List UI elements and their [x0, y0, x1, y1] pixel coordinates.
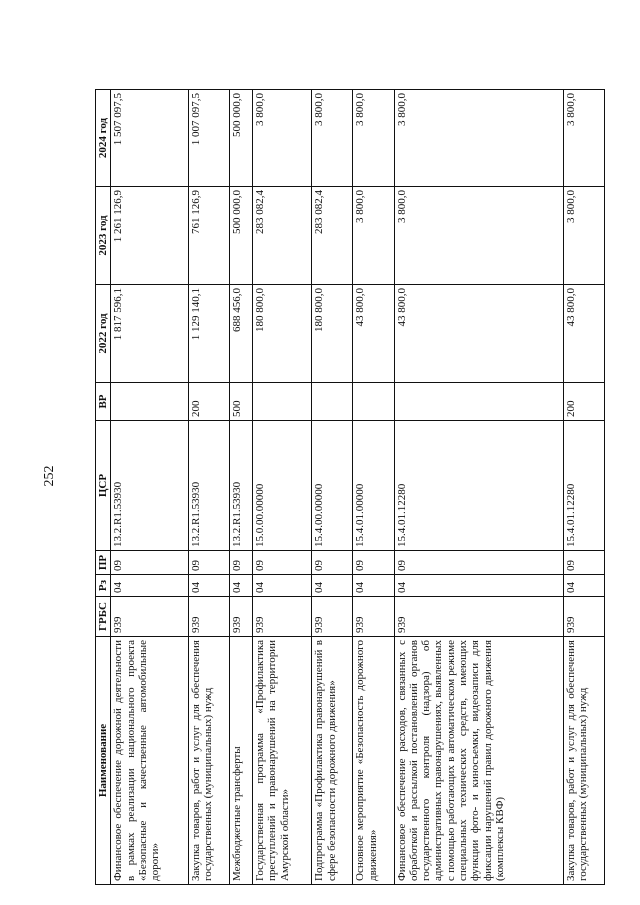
row-name: Государственная программа «Профилактика преступлений и правонарушений на территории Амурской области»	[252, 637, 311, 885]
row-2023: 761 126,9	[189, 187, 230, 285]
row-2022: 43 800,0	[563, 285, 604, 383]
budget-table-container	[95, 90, 605, 885]
row-name: Финансовое обеспечение расходов, связанных с обработкой и рассылкой постановлений органов государственного контроля (надзора) об административных правонарушениях, выявленных с помощью работающих в автоматическом режиме специальных технических средств, имеющих функции фото- и киносъемки, видеозаписи для фиксации нарушений правил дорожного движения (комплексы КВФ)	[394, 637, 563, 885]
row-rz: 04	[111, 575, 189, 597]
row-pr: 09	[111, 551, 189, 575]
row-2023: 283 082,4	[312, 187, 353, 285]
row-grbs: 939	[230, 597, 253, 637]
table-row	[563, 90, 604, 885]
row-2023: 3 800,0	[353, 187, 394, 285]
row-csr: 13.2.R1.53930	[189, 421, 230, 551]
row-2022: 1 817 596,1	[111, 285, 189, 383]
row-2022: 1 129 140,1	[189, 285, 230, 383]
row-2024: 3 800,0	[312, 90, 353, 187]
budget-table	[95, 89, 605, 885]
row-name: Закупка товаров, работ и услуг для обеспечения государственных (муниципальных) нужд	[563, 637, 604, 885]
page-number: 252	[42, 465, 57, 487]
row-2023: 3 800,0	[563, 187, 604, 285]
row-pr: 09	[563, 551, 604, 575]
header-grbs: ГРБС	[96, 597, 111, 637]
table-row	[189, 90, 230, 885]
table-row	[252, 90, 311, 885]
row-vr: 200	[189, 383, 230, 421]
row-2023: 3 800,0	[394, 187, 563, 285]
header-pr: ПР	[96, 551, 111, 575]
row-vr	[394, 383, 563, 421]
table-row	[353, 90, 394, 885]
row-vr: 200	[563, 383, 604, 421]
row-2023: 283 082,4	[252, 187, 311, 285]
table-row	[230, 90, 253, 885]
row-2023: 500 000,0	[230, 187, 253, 285]
row-csr: 15.4.01.00000	[353, 421, 394, 551]
row-rz: 04	[353, 575, 394, 597]
row-grbs: 939	[563, 597, 604, 637]
row-2024: 500 000,0	[230, 90, 253, 187]
row-pr: 09	[230, 551, 253, 575]
row-name: Межбюджетные трансферты	[230, 637, 253, 885]
row-2022: 688 456,0	[230, 285, 253, 383]
table-row	[111, 90, 189, 885]
row-grbs: 939	[111, 597, 189, 637]
row-rz: 04	[394, 575, 563, 597]
row-2022: 180 800,0	[312, 285, 353, 383]
row-2022: 43 800,0	[353, 285, 394, 383]
row-rz: 04	[252, 575, 311, 597]
row-2022: 180 800,0	[252, 285, 311, 383]
row-pr: 09	[353, 551, 394, 575]
table-body	[111, 90, 605, 885]
row-grbs: 939	[189, 597, 230, 637]
row-name: Финансовое обеспечение дорожной деятельности в рамках реализации национального проекта «Безопасные и качественные автомобильные дороги»	[111, 637, 189, 885]
row-2024: 1 507 097,5	[111, 90, 189, 187]
row-vr: 500	[230, 383, 253, 421]
row-grbs: 939	[252, 597, 311, 637]
row-csr: 13.2.R1.53930	[230, 421, 253, 551]
row-grbs: 939	[312, 597, 353, 637]
row-grbs: 939	[353, 597, 394, 637]
row-2023: 1 261 126,9	[111, 187, 189, 285]
row-rz: 04	[189, 575, 230, 597]
header-2023: 2023 год	[96, 187, 111, 285]
row-csr: 15.0.00.00000	[252, 421, 311, 551]
table-row	[394, 90, 563, 885]
row-grbs: 939	[394, 597, 563, 637]
row-2024: 3 800,0	[353, 90, 394, 187]
row-2024: 3 800,0	[252, 90, 311, 187]
header-name: Наименование	[96, 637, 111, 885]
row-csr: 15.4.00.00000	[312, 421, 353, 551]
row-vr	[312, 383, 353, 421]
row-pr: 09	[312, 551, 353, 575]
row-rz: 04	[563, 575, 604, 597]
header-rz: Рз	[96, 575, 111, 597]
row-name: Закупка товаров, работ и услуг для обеспечения государственных (муниципальных) нужд	[189, 637, 230, 885]
row-vr	[353, 383, 394, 421]
row-pr: 09	[394, 551, 563, 575]
header-csr: ЦСР	[96, 421, 111, 551]
row-csr: 15.4.01.12280	[563, 421, 604, 551]
row-2024: 3 800,0	[394, 90, 563, 187]
row-pr: 09	[189, 551, 230, 575]
header-2022: 2022 год	[96, 285, 111, 383]
row-vr	[111, 383, 189, 421]
row-2022: 43 800,0	[394, 285, 563, 383]
row-2024: 3 800,0	[563, 90, 604, 187]
row-rz: 04	[312, 575, 353, 597]
row-2024: 1 007 097,5	[189, 90, 230, 187]
table-row	[312, 90, 353, 885]
row-name: Подпрограмма «Профилактика правонарушений в сфере безопасности дорожного движения»	[312, 637, 353, 885]
row-pr: 09	[252, 551, 311, 575]
row-name: Основное мероприятие «Безопасность дорожного движения»	[353, 637, 394, 885]
table-header-row	[96, 90, 111, 885]
row-csr: 15.4.01.12280	[394, 421, 563, 551]
row-rz: 04	[230, 575, 253, 597]
row-vr	[252, 383, 311, 421]
row-csr: 13.2.R1.53930	[111, 421, 189, 551]
header-2024: 2024 год	[96, 90, 111, 187]
header-vr: ВР	[96, 383, 111, 421]
